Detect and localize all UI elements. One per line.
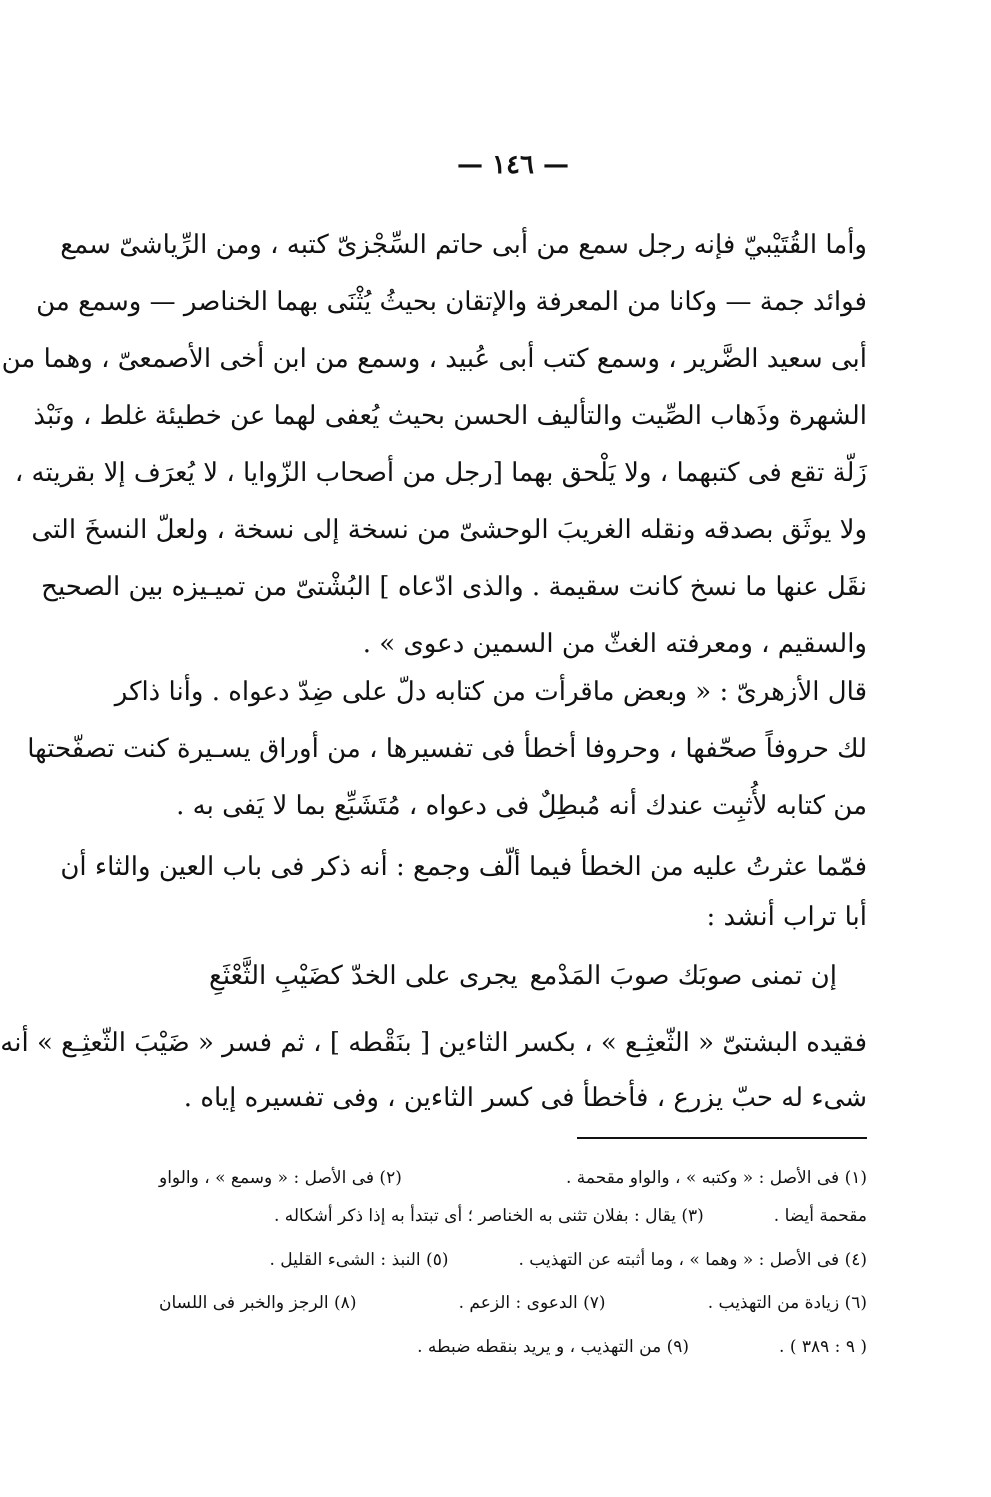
footnote-8: (٨) الرجز والخبر فى اللسان	[159, 1293, 357, 1313]
footnote-9: (٩) من التهذيب ، و يريد بنقطه ضبطه .	[417, 1337, 690, 1357]
paragraph-line: نقَل عنها ما نسخ كانت سقيمة . والذى ادّعاه ] البُشْتىّ من تميـيزه بين الصحيح	[41, 572, 867, 602]
paragraph-line: شىء له حبّ يزرع ، فأخطأ فى كسر الثاءين ، وفى تفسيره إياه .	[183, 1083, 867, 1113]
paragraph-line: قال الأزهرىّ : « وبعض ماقرأت من كتابه دلّ على ضِدّ دعواه . وأنا ذاكر	[114, 677, 867, 707]
footnote-line	[159, 1329, 867, 1365]
footnote-line	[159, 1242, 867, 1278]
footnote-8-continued: ( ٩ : ٣٨٩ ) .	[779, 1337, 867, 1357]
paragraph-line: ولا يوثَق بصدقه ونقله الغريبَ الوحشىّ من نسخة إلى نسخة ، ولعلّ النسخَ التى	[31, 515, 867, 545]
footnote-line	[159, 1160, 867, 1196]
page-number: — ١٤٦ —	[456, 150, 570, 180]
paragraph-line: أبى سعيد الضَّرير ، وسمع كتب أبى عُبيد ، وسمع من ابن أخى الأصمعىّ ، وهما من	[1, 344, 867, 374]
poetry-verse	[159, 953, 867, 999]
paragraph-line: لك حروفاً صحّفها ، وحروفا أخطأ فى تفسيرها ، من أوراق يسـيرة كنت تصفّحتها	[27, 734, 867, 764]
paragraph-line: فقيده البشتىّ « الثّعثِـع » ، بكسر الثاءين [ بنَقْطه ] ، ثم فسر « ضَيْبَ الثّعثِـع » أنه	[0, 1028, 867, 1058]
paragraph-line: أبا تراب أنشد :	[706, 902, 867, 932]
paragraph-line: زَلّة تقع فى كتبهما ، ولا يَلْحق بهما [رجل من أصحاب الزّوايا ، لا يُعرَف إلا بقريته ،	[14, 458, 867, 488]
paragraph-line: فمّما عثرتُ عليه من الخطأ فيما ألّف وجمع : أنه ذكر فى باب العين والثاء أن	[60, 852, 867, 882]
paragraph-line: وأما القُتَيْبيّ فإنه رجل سمع من أبى حاتم السِّجْزىّ كتبه ، ومن الرِّياشىّ سمع	[60, 230, 867, 260]
footnote-divider	[577, 1137, 867, 1139]
paragraph-line: الشهرة وذَهاب الصِّيت والتأليف الحسن بحيث يُعفى لهما عن خطيئة غلط ، ونَبْذ	[33, 401, 867, 431]
footnote-2-continued: مقحمة أيضا .	[773, 1206, 867, 1226]
footnote-3: (٣) يقال : بفلان تثنى به الخناصر ؛ أى تبتدأ به إذا ذكر أشكاله .	[273, 1206, 704, 1226]
footnote-line	[159, 1285, 867, 1321]
paragraph-line: فوائد جمة — وكانا من المعرفة والإتقان بحيثُ يُثْنَى بهما الخناصر — وسمع من	[36, 287, 867, 317]
footnote-2: (٢) فى الأصل : « وسمع » ، والواو	[159, 1168, 402, 1188]
paragraph-line: والسقيم ، ومعرفته الغثّ من السمين دعوى » .	[362, 629, 867, 659]
footnote-5: (٥) النبذ : الشىء القليل .	[269, 1250, 449, 1270]
footnote-4: (٤) فى الأصل : « وهما » ، وما أثبته عن التهذيب .	[518, 1250, 867, 1270]
footnote-6: (٦) زيادة من التهذيب .	[707, 1293, 867, 1313]
verse-second-hemistich: يجرى على الخدّ كضَيْبِ الثَّعْثَعِ	[209, 961, 518, 991]
verse-first-hemistich: إن تمنى صوبَك صوبَ المَدْمع	[529, 961, 837, 991]
footnote-line	[159, 1198, 867, 1234]
footnote-7: (٧) الدعوى : الزعم .	[458, 1293, 606, 1313]
footnote-1: (١) فى الأصل : « وكتبه » ، والواو مقحمة .	[565, 1168, 867, 1188]
paragraph-line: من كتابه لأُثبِت عندك أنه مُبطِلٌ فى دعواه ، مُتَشَبِّع بما لا يَفى به .	[176, 791, 867, 821]
